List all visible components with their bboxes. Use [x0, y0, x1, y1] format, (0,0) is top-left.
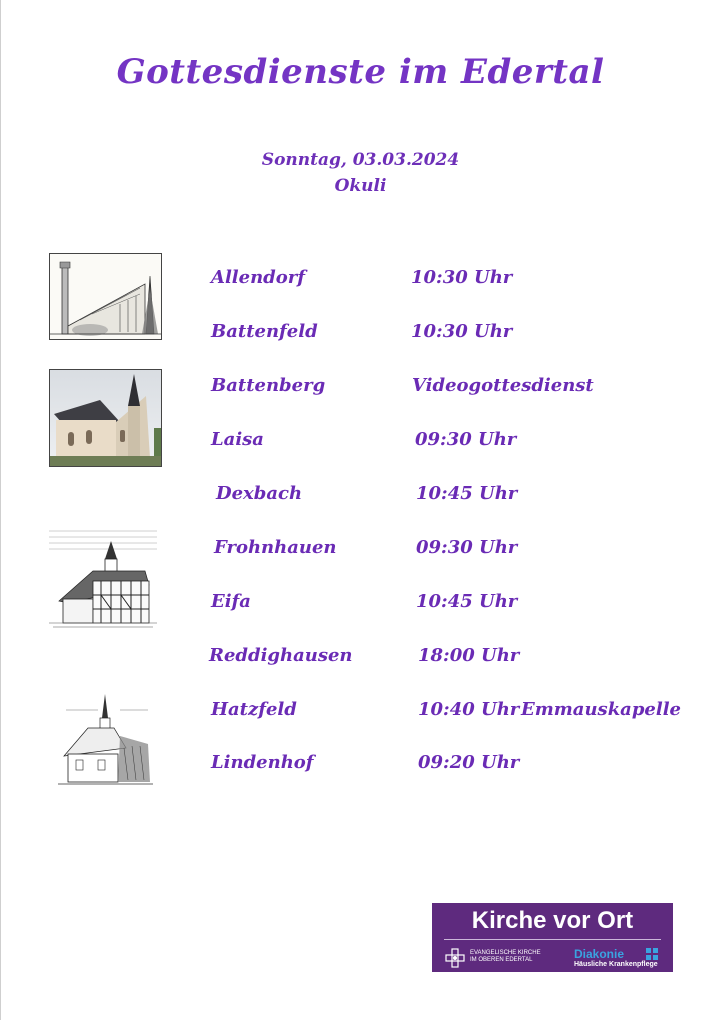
place-laisa: Laisa	[211, 429, 264, 450]
diakonie-name: Diakonie	[574, 947, 625, 961]
logo-divider	[444, 939, 661, 940]
time-reddighausen: 18:00 Uhr	[418, 645, 520, 666]
battenberg-church-image	[49, 369, 162, 467]
place-hatzfeld: Hatzfeld	[211, 699, 297, 720]
kirche-vor-ort-logo	[432, 903, 673, 972]
time-battenfeld: 10:30 Uhr	[411, 321, 513, 342]
place-allendorf: Allendorf	[211, 267, 305, 288]
place-battenfeld: Battenfeld	[211, 321, 318, 342]
sunday-name: Okuli	[334, 176, 387, 196]
diakonie-cross-icon	[646, 948, 658, 960]
note-hatzfeld: Emmauskapelle	[521, 699, 681, 720]
place-eifa: Eifa	[211, 591, 251, 612]
time-battenberg: Videogottesdienst	[412, 375, 594, 396]
place-battenberg: Battenberg	[211, 375, 326, 396]
place-dexbach: Dexbach	[216, 483, 303, 504]
time-hatzfeld: 10:40 Uhr	[418, 699, 520, 720]
place-frohnhauen: Frohnhauen	[214, 537, 337, 558]
time-lindenhof: 09:20 Uhr	[418, 752, 520, 773]
frohnhausen-church-image	[49, 523, 157, 631]
allendorf-church-image	[49, 253, 162, 340]
service-date: Sonntag, 03.03.2024	[261, 150, 460, 170]
church-line-2: IM OBEREN EDERTAL	[470, 957, 533, 963]
diakonie-subtitle: Häusliche Krankenpflege	[574, 961, 658, 968]
time-eifa: 10:45 Uhr	[416, 591, 518, 612]
church-line-1: EVANGELISCHE KIRCHE	[470, 950, 541, 956]
page-title: Gottesdienste im Edertal	[116, 52, 605, 92]
church-cross-icon	[445, 948, 465, 968]
time-allendorf: 10:30 Uhr	[411, 267, 513, 288]
logo-title: Kirche vor Ort	[471, 907, 634, 934]
place-reddighausen: Reddighausen	[209, 645, 353, 666]
time-frohnhauen: 09:30 Uhr	[416, 537, 518, 558]
church-name	[470, 950, 541, 964]
time-dexbach: 10:45 Uhr	[416, 483, 518, 504]
time-laisa: 09:30 Uhr	[415, 429, 517, 450]
place-lindenhof: Lindenhof	[211, 752, 314, 773]
hatzfeld-chapel-image	[58, 688, 153, 790]
